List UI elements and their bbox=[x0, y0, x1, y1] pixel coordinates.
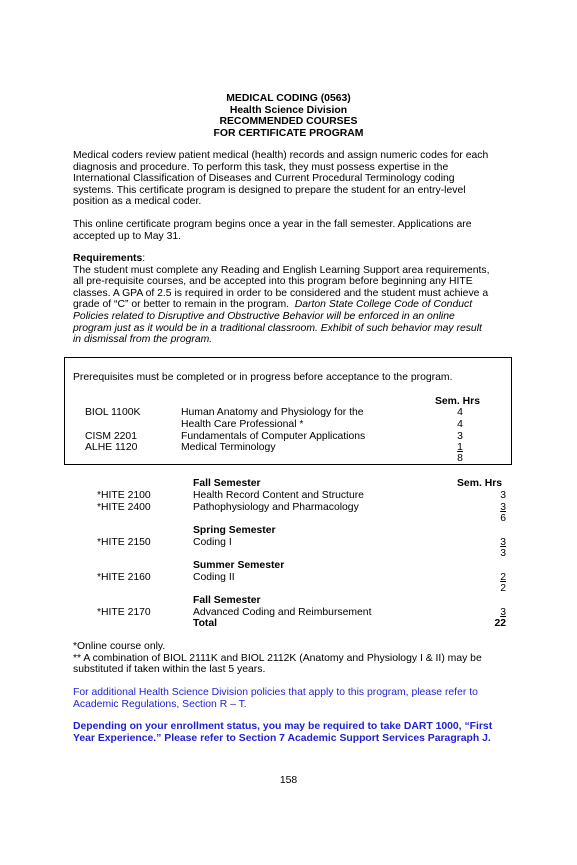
conduct-policy-text: Policies related to Disruptive and Obstructive Behavior will be enforced in an online bbox=[73, 310, 455, 322]
course-code: CISM 2201 bbox=[85, 431, 137, 442]
footnote-online: *Online course only. bbox=[73, 641, 166, 652]
intro-line: Medical coders review patient medical (health) records and assign numeric codes for each bbox=[73, 150, 489, 161]
semester-heading: Summer Semester bbox=[193, 560, 285, 571]
semester-subtotal: 3 bbox=[500, 548, 506, 559]
course-code: *HITE 2160 bbox=[97, 572, 151, 583]
schedule-heading-row bbox=[0, 525, 577, 537]
schedule-heading-row bbox=[0, 478, 577, 490]
semester-subtotal: 2 bbox=[500, 583, 506, 594]
policy-line: Academic Regulations, Section R – T. bbox=[73, 698, 247, 710]
schedule-heading-row bbox=[0, 560, 577, 572]
requirements-line: The student must complete any Reading and English Learning Support area requirements, bbox=[73, 264, 490, 276]
prereq-total-hours: 8 bbox=[457, 453, 463, 464]
requirements-line: classes. A GPA of 2.5 is required in order to be considered and the student must achieve a bbox=[73, 287, 489, 299]
semester-heading: Spring Semester bbox=[193, 525, 276, 536]
total-label: Total bbox=[193, 618, 218, 629]
intro-line: diagnosis and procedure. To perform this task, they must possess expertise in the bbox=[73, 161, 449, 173]
course-hours: 3 bbox=[500, 490, 506, 501]
course-hours: 3 bbox=[457, 431, 463, 442]
footnote-biology: substituted if taken within the last 5 years. bbox=[73, 664, 266, 676]
title-line-certificate: FOR CERTIFICATE PROGRAM bbox=[213, 127, 364, 139]
course-name: Health Record Content and Structure bbox=[193, 490, 364, 501]
course-code: BIOL 1100K bbox=[85, 407, 141, 418]
policy-note bbox=[73, 687, 513, 710]
course-code: *HITE 2100 bbox=[97, 490, 151, 501]
prereq-total-row bbox=[65, 453, 513, 465]
course-hours: 4 bbox=[457, 407, 463, 418]
course-name: Fundamentals of Computer Applications bbox=[181, 431, 366, 442]
prereq-hours-header: Sem. Hrs bbox=[434, 396, 480, 407]
semester-subtotal-row bbox=[0, 513, 577, 525]
course-name: Advanced Coding and Reimbursement bbox=[193, 607, 372, 618]
intro-line: systems. This certificate program is designed to prepare the student for an entry-level bbox=[73, 184, 466, 196]
total-hours: 22 bbox=[494, 618, 506, 629]
title-line-division: Health Science Division bbox=[229, 104, 348, 116]
course-name: Coding I bbox=[193, 537, 232, 548]
semester-heading: Fall Semester bbox=[193, 595, 261, 606]
online-line: This online certificate program begins once a year in the fall semester. Applications are bbox=[73, 219, 472, 230]
page-number: 158 bbox=[279, 775, 298, 786]
requirements-heading: Requirements bbox=[73, 253, 143, 264]
footnote-biology: ** A combination of BIOL 2111K and BIOL 2112K (Anatomy and Physiology I & II) may be bbox=[73, 652, 482, 664]
prerequisites-box bbox=[64, 357, 512, 465]
course-code: *HITE 2170 bbox=[97, 607, 151, 618]
intro-paragraph bbox=[73, 150, 509, 208]
intro-line: position as a medical coder. bbox=[73, 196, 202, 208]
dart-line: Depending on your enrollment status, you may be required to take DART 1000, “First bbox=[73, 721, 493, 732]
course-code: *HITE 2150 bbox=[97, 537, 151, 548]
course-hours: 2 bbox=[500, 572, 506, 583]
course-name: Human Anatomy and Physiology for the bbox=[181, 407, 364, 418]
semester-subtotal: 6 bbox=[500, 513, 506, 524]
online-paragraph bbox=[73, 219, 509, 242]
title-line-recommended: RECOMMENDED COURSES bbox=[219, 116, 358, 128]
document-title bbox=[60, 93, 517, 139]
requirements-section bbox=[73, 253, 509, 346]
course-code: *HITE 2400 bbox=[97, 502, 151, 513]
course-name: Health Care Professional * bbox=[181, 419, 304, 430]
dart-note bbox=[73, 721, 523, 744]
dart-line: Year Experience.” Please refer to Section 7 Academic Support Services Paragraph J. bbox=[73, 732, 491, 744]
prereq-row bbox=[65, 407, 513, 419]
course-name: Medical Terminology bbox=[181, 442, 276, 453]
course-name: Pathophysiology and Pharmacology bbox=[193, 502, 359, 513]
requirements-line: grade of “C” or better to remain in the program. bbox=[73, 299, 295, 311]
title-line-program: MEDICAL CODING (0563) bbox=[226, 93, 351, 104]
course-hours: 4 bbox=[457, 419, 463, 430]
intro-line: International Classification of Diseases and Current Procedural Terminology coding bbox=[73, 173, 455, 185]
prereq-row bbox=[65, 419, 513, 431]
course-name: Coding II bbox=[193, 572, 235, 583]
conduct-policy-text: in dismissal from the program. bbox=[73, 334, 213, 346]
course-code: ALHE 1120 bbox=[85, 442, 138, 453]
course-hours: 1 bbox=[457, 442, 463, 453]
requirements-line: all pre-requisite courses, and be accepted into this program before beginning any HITE bbox=[73, 276, 473, 288]
schedule-hours-header: Sem. Hrs bbox=[457, 478, 503, 489]
semester-heading: Fall Semester bbox=[193, 478, 261, 489]
course-hours: 3 bbox=[500, 502, 506, 513]
semester-subtotal-row bbox=[0, 548, 577, 560]
semester-subtotal-row bbox=[0, 583, 577, 595]
course-hours: 3 bbox=[500, 607, 506, 618]
course-hours: 3 bbox=[500, 537, 506, 548]
schedule-row bbox=[0, 490, 577, 502]
total-row bbox=[0, 618, 577, 630]
policy-line: For additional Health Science Division policies that apply to this program, please refer to bbox=[73, 687, 478, 698]
requirements-colon: : bbox=[142, 253, 146, 264]
prerequisites-intro: Prerequisites must be completed or in progress before acceptance to the program. bbox=[73, 372, 453, 383]
conduct-policy-text: program just as it would be in a traditional classroom. Exhibit of such behavior may result bbox=[73, 322, 482, 334]
footnotes bbox=[73, 641, 513, 676]
conduct-policy-text: Darton State College Code of Conduct bbox=[294, 299, 473, 311]
online-line: accepted up to May 31. bbox=[73, 230, 182, 242]
schedule-heading-row bbox=[0, 595, 577, 607]
